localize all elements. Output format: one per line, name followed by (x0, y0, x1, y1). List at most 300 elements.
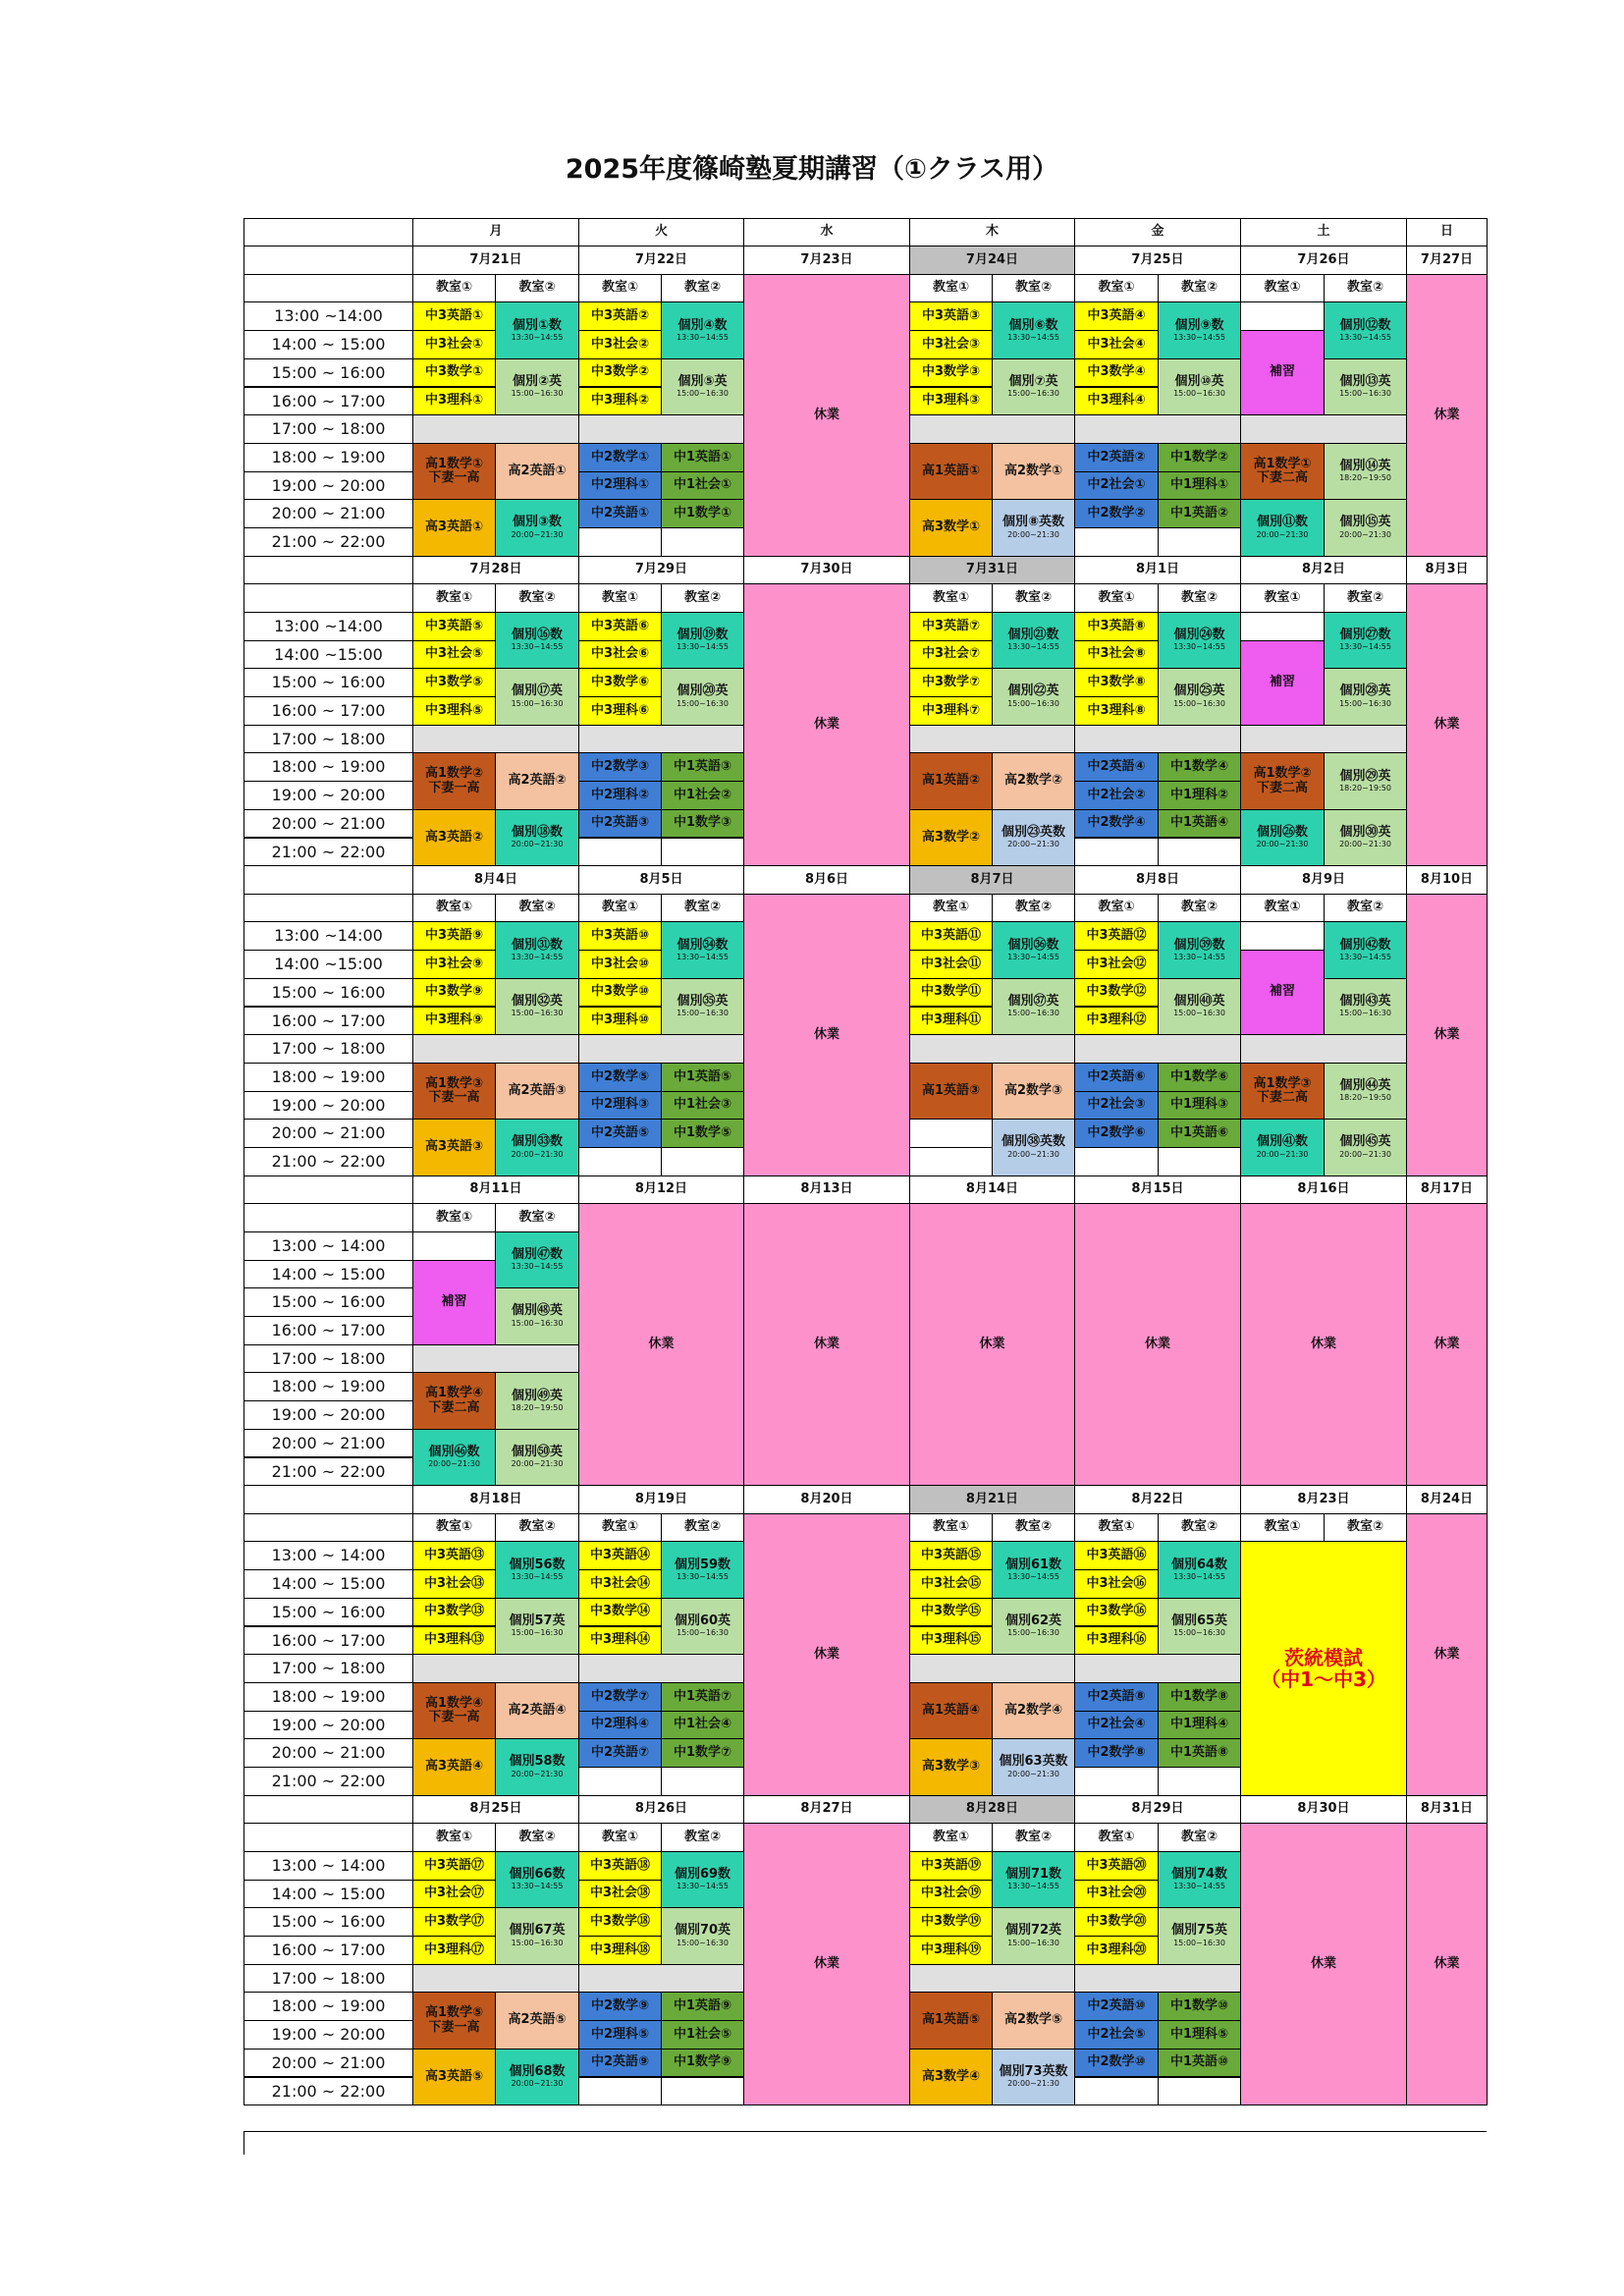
empty-cell (1074, 2077, 1159, 2106)
gray-row (1240, 414, 1407, 444)
room-row-blank (244, 1823, 413, 1852)
date-header: 8月18日 (412, 1485, 579, 1514)
time-slot: 18:00 ~ 19:00 (244, 1992, 413, 2021)
time-slot: 21:00 ~ 22:00 (244, 1767, 413, 1796)
kobetsu-cell: 個別㉟英 15:00~16:30 (661, 978, 744, 1035)
time-slot: 20:00 ~ 21:00 (244, 1738, 413, 1768)
date-header: 8月26日 (578, 1795, 744, 1825)
room-label: 教室② (495, 1823, 579, 1852)
time-slot: 19:00 ~ 20:00 (244, 471, 413, 501)
hs3-cell: 高3英語② (412, 809, 496, 866)
class-cell: 中3理科⑲ (909, 1936, 993, 1965)
empty-cell (1158, 1767, 1241, 1796)
class-cell: 中3理科⑥ (578, 696, 662, 726)
room-label: 教室② (1158, 894, 1241, 923)
class-cell: 中2英語② (1074, 443, 1159, 472)
class-cell: 中2理科⑤ (578, 2020, 662, 2050)
time-slot: 14:00 ~15:00 (244, 950, 413, 979)
class-cell: 中3数学⑤ (412, 668, 496, 697)
class-cell: 中2理科② (578, 781, 662, 810)
date-header: 7月26日 (1240, 246, 1407, 275)
time-slot: 15:00 ~ 16:00 (244, 1907, 413, 1937)
class-cell: 中3社会② (578, 330, 662, 359)
holiday-block: 休業 (1406, 1203, 1488, 1486)
room-label: 教室② (992, 1823, 1075, 1852)
room-label: 教室① (412, 1823, 496, 1852)
kobetsu-cell: 個別㉒英 15:00~16:30 (992, 668, 1075, 725)
class-cell: 中3英語⑪ (909, 921, 993, 951)
room-label: 教室② (1158, 583, 1241, 613)
room-label: 教室① (1240, 1513, 1325, 1543)
class-cell: 中3数学⑯ (1074, 1598, 1159, 1627)
class-cell: 中1社会⑤ (661, 2020, 744, 2050)
class-cell: 中3社会⑥ (578, 640, 662, 670)
room-label: 教室② (661, 274, 744, 303)
class-cell: 中1英語③ (661, 752, 744, 782)
class-cell: 中3理科② (578, 387, 662, 416)
time-slot: 13:00 ~14:00 (244, 612, 413, 641)
class-cell: 中3理科⑤ (412, 696, 496, 726)
class-cell: 中3英語⑥ (578, 612, 662, 641)
class-cell: 中1数学⑦ (661, 1738, 744, 1768)
date-header: 7月29日 (578, 556, 744, 585)
room-label: 教室② (661, 583, 744, 613)
kobetsu-cell: 個別⑪数 20:00~21:30 (1240, 499, 1325, 556)
hs1-cell: 高1数学③ 下妻一高 (412, 1063, 496, 1120)
time-slot: 20:00 ~ 21:00 (244, 2049, 413, 2078)
time-slot: 19:00 ~ 20:00 (244, 781, 413, 810)
kobetsu-cell: 個別㉞数 13:30~14:55 (661, 921, 744, 978)
room-label: 教室② (1324, 894, 1407, 923)
kobetsu-cell: 個別⑳英 15:00~16:30 (661, 668, 744, 725)
hs3-cell: 高3数学④ (909, 2049, 993, 2105)
kobetsu-cell: 個別65英 15:00~16:30 (1158, 1598, 1241, 1655)
empty-cell (1240, 301, 1325, 331)
kobetsu-cell: 個別①数 13:30~14:55 (495, 301, 579, 358)
date-header: 8月12日 (578, 1175, 744, 1205)
empty-cell (1074, 1767, 1159, 1796)
class-cell: 中3理科⑧ (1074, 696, 1159, 726)
gray-row (412, 725, 579, 754)
time-slot: 13:00 ~ 14:00 (244, 1851, 413, 1881)
class-cell: 中3数学⑨ (412, 978, 496, 1008)
class-cell: 中3理科⑰ (412, 1936, 496, 1965)
class-cell: 中3社会③ (909, 330, 993, 359)
class-cell: 中2数学⑨ (578, 1992, 662, 2021)
gray-row (578, 725, 744, 754)
holiday-block: 休業 (743, 274, 910, 557)
hs1-cell: 高1数学② 下妻二高 (1240, 752, 1325, 809)
class-cell: 中1英語⑩ (1158, 2049, 1241, 2078)
class-cell: 中3理科⑨ (412, 1007, 496, 1036)
gray-row (1074, 1654, 1241, 1683)
class-cell: 中2数学⑩ (1074, 2049, 1159, 2078)
class-cell: 中1数学⑨ (661, 2049, 744, 2078)
class-cell: 中2数学④ (1074, 809, 1159, 839)
gray-row (578, 1034, 744, 1064)
class-cell: 中3英語⑮ (909, 1541, 993, 1570)
kobetsu-cell: 個別㊳英数 20:00~21:30 (992, 1119, 1075, 1175)
hs3-cell: 高3数学① (909, 499, 993, 556)
room-label: 教室② (992, 583, 1075, 613)
kobetsu-cell: 個別64数 13:30~14:55 (1158, 1541, 1241, 1598)
hs3-cell: 高3数学③ (909, 1738, 993, 1795)
room-label: 教室① (1074, 583, 1159, 613)
class-cell: 中2数学⑥ (1074, 1119, 1159, 1148)
class-cell: 中3社会⑯ (1074, 1569, 1159, 1599)
kobetsu-cell: 個別61数 13:30~14:55 (992, 1541, 1075, 1598)
hs2-cell: 高2数学② (992, 752, 1075, 809)
date-header: 8月28日 (909, 1795, 1075, 1825)
class-cell: 中3英語⑧ (1074, 612, 1159, 641)
room-row-blank (244, 1203, 413, 1232)
gray-row (909, 725, 1075, 754)
gray-row (909, 1964, 1075, 1994)
kobetsu-cell: 個別⑯数 13:30~14:55 (495, 612, 579, 669)
hs2-cell: 高2英語⑤ (495, 1992, 579, 2049)
time-slot: 14:00 ~ 15:00 (244, 330, 413, 359)
kobetsu-cell: 個別㉘英 15:00~16:30 (1324, 668, 1407, 725)
class-cell: 中1英語⑦ (661, 1682, 744, 1712)
class-cell: 中3英語⑲ (909, 1851, 993, 1881)
hs1-cell: 高1数学③ 下妻二高 (1240, 1063, 1325, 1120)
time-slot: 14:00 ~ 15:00 (244, 1880, 413, 1909)
kobetsu-cell: 個別㉚英 20:00~21:30 (1324, 809, 1407, 866)
room-label: 教室① (578, 1823, 662, 1852)
room-label: 教室① (1074, 1513, 1159, 1543)
class-cell: 中3理科⑮ (909, 1626, 993, 1656)
time-slot: 20:00 ~ 21:00 (244, 499, 413, 528)
gray-row (1074, 414, 1241, 444)
room-label: 教室① (1240, 274, 1325, 303)
kobetsu-cell: 個別㊻数 20:00~21:30 (412, 1429, 496, 1486)
kobetsu-cell: 個別⑫数 13:30~14:55 (1324, 301, 1407, 358)
mock-exam-block: 茨統模試 （中1～中3） (1240, 1541, 1407, 1795)
holiday-block: 休業 (743, 583, 910, 866)
kobetsu-cell: 個別㉙英 18:20~19:50 (1324, 752, 1407, 809)
kobetsu-cell: 個別73英数 20:00~21:30 (992, 2049, 1075, 2105)
class-cell: 中1英語② (1158, 499, 1241, 528)
hs1-cell: 高1数学② 下妻一高 (412, 752, 496, 809)
weekday-5: 土 (1240, 218, 1407, 246)
empty-cell (1074, 527, 1159, 557)
date-header: 8月5日 (578, 865, 744, 895)
kobetsu-cell: 個別㊺英 20:00~21:30 (1324, 1119, 1407, 1175)
weekday-2: 水 (743, 218, 910, 246)
class-cell: 中1英語① (661, 443, 744, 472)
holiday-block: 休業 (909, 1203, 1075, 1486)
class-cell: 中3数学④ (1074, 358, 1159, 388)
date-row-blank (244, 1795, 413, 1825)
class-cell: 中3社会⑤ (412, 640, 496, 670)
class-cell: 中3英語⑩ (578, 921, 662, 951)
kobetsu-cell: 個別㉜英 15:00~16:30 (495, 978, 579, 1035)
hs2-cell: 高2数学⑤ (992, 1992, 1075, 2049)
class-cell: 中1数学③ (661, 809, 744, 839)
date-header: 8月25日 (412, 1795, 579, 1825)
time-slot: 19:00 ~ 20:00 (244, 1711, 413, 1740)
kobetsu-cell: 個別㊵英 15:00~16:30 (1158, 978, 1241, 1035)
class-cell: 中2英語⑦ (578, 1738, 662, 1768)
kobetsu-cell: 個別⑱数 20:00~21:30 (495, 809, 579, 866)
time-slot: 13:00 ~14:00 (244, 301, 413, 331)
class-cell: 中2英語① (578, 499, 662, 528)
time-slot: 16:00 ~ 17:00 (244, 1316, 413, 1345)
class-cell: 中3理科④ (1074, 387, 1159, 416)
holiday-block: 休業 (1074, 1203, 1241, 1486)
kobetsu-cell: 個別㊲英 15:00~16:30 (992, 978, 1075, 1035)
kobetsu-cell: 個別⑬英 15:00~16:30 (1324, 358, 1407, 415)
kobetsu-cell: 個別74数 13:30~14:55 (1158, 1851, 1241, 1908)
class-cell: 中3数学⑫ (1074, 978, 1159, 1008)
holiday-block: 休業 (578, 1203, 744, 1486)
time-slot: 14:00 ~ 15:00 (244, 1260, 413, 1289)
class-cell: 中1理科① (1158, 471, 1241, 501)
hosyu-cell: 補習 (412, 1260, 496, 1345)
empty-cell (909, 1119, 993, 1148)
room-row-blank (244, 894, 413, 923)
time-slot: 18:00 ~ 19:00 (244, 752, 413, 782)
gray-row (412, 1344, 579, 1374)
class-cell: 中2数学⑤ (578, 1063, 662, 1092)
hs1-cell: 高1英語③ (909, 1063, 993, 1120)
class-cell: 中1数学④ (1158, 752, 1241, 782)
date-header: 8月11日 (412, 1175, 579, 1205)
empty-cell (1158, 2077, 1241, 2106)
date-header: 8月7日 (909, 865, 1075, 895)
class-cell: 中2理科③ (578, 1091, 662, 1121)
class-cell: 中2英語⑥ (1074, 1063, 1159, 1092)
room-label: 教室① (909, 894, 993, 923)
holiday-block: 休業 (1406, 583, 1488, 866)
kobetsu-cell: 個別⑩英 15:00~16:30 (1158, 358, 1241, 415)
hs2-cell: 高2数学③ (992, 1063, 1075, 1120)
room-label: 教室① (578, 274, 662, 303)
gray-row (1240, 1034, 1407, 1064)
room-label: 教室① (412, 1513, 496, 1543)
class-cell: 中3理科⑩ (578, 1007, 662, 1036)
room-label: 教室② (1324, 583, 1407, 613)
class-cell: 中1英語⑨ (661, 1992, 744, 2021)
hosyu-cell: 補習 (1240, 640, 1325, 726)
date-header: 8月2日 (1240, 556, 1407, 585)
holiday-block: 休業 (743, 1513, 910, 1796)
date-header: 7月28日 (412, 556, 579, 585)
empty-cell (1158, 838, 1241, 867)
class-cell: 中3英語⑫ (1074, 921, 1159, 951)
weekday-4: 金 (1074, 218, 1241, 246)
date-row-blank (244, 865, 413, 895)
time-slot: 18:00 ~ 19:00 (244, 1372, 413, 1401)
holiday-block: 休業 (1406, 1513, 1488, 1796)
class-cell: 中3英語⑤ (412, 612, 496, 641)
class-cell: 中3英語⑬ (412, 1541, 496, 1570)
class-cell: 中3社会⑳ (1074, 1880, 1159, 1909)
class-cell: 中3社会⑫ (1074, 950, 1159, 979)
kobetsu-cell: 個別㉕英 15:00~16:30 (1158, 668, 1241, 725)
class-cell: 中3社会⑩ (578, 950, 662, 979)
hs1-cell: 高1数学① 下妻二高 (1240, 443, 1325, 500)
kobetsu-cell: 個別58数 20:00~21:30 (495, 1738, 579, 1795)
gray-row (412, 414, 579, 444)
room-label: 教室① (578, 1513, 662, 1543)
time-slot: 21:00 ~ 22:00 (244, 1457, 413, 1487)
kobetsu-cell: 個別㊼数 13:30~14:55 (495, 1231, 579, 1288)
hs1-cell: 高1数学① 下妻一高 (412, 443, 496, 500)
room-label: 教室① (909, 583, 993, 613)
class-cell: 中3数学⑦ (909, 668, 993, 697)
time-slot: 21:00 ~ 22:00 (244, 2077, 413, 2106)
weekday-header-blank (244, 218, 413, 246)
gray-row (578, 1654, 744, 1683)
class-cell: 中3英語⑱ (578, 1851, 662, 1881)
time-slot: 13:00 ~ 14:00 (244, 1231, 413, 1261)
holiday-block: 休業 (1240, 1823, 1407, 2105)
room-label: 教室① (1074, 894, 1159, 923)
time-slot: 20:00 ~ 21:00 (244, 1429, 413, 1458)
hs1-cell: 高1数学④ 下妻二高 (412, 1372, 496, 1429)
class-cell: 中3英語③ (909, 301, 993, 331)
class-cell: 中1数学⑧ (1158, 1682, 1241, 1712)
kobetsu-cell: 個別㉓英数 20:00~21:30 (992, 809, 1075, 866)
date-header: 8月4日 (412, 865, 579, 895)
room-label: 教室② (661, 894, 744, 923)
class-cell: 中3理科⑱ (578, 1936, 662, 1965)
date-row-blank (244, 556, 413, 585)
kobetsu-cell: 個別㊿英 20:00~21:30 (495, 1429, 579, 1486)
empty-cell (661, 1767, 744, 1796)
class-cell: 中2数学③ (578, 752, 662, 782)
gray-row (1074, 1034, 1241, 1064)
class-cell: 中3英語⑦ (909, 612, 993, 641)
class-cell: 中3数学⑮ (909, 1598, 993, 1627)
class-cell: 中3社会④ (1074, 330, 1159, 359)
class-cell: 中1社会② (661, 781, 744, 810)
room-label: 教室② (495, 894, 579, 923)
kobetsu-cell: 個別69数 13:30~14:55 (661, 1851, 744, 1908)
room-label: 教室① (909, 1513, 993, 1543)
time-slot: 18:00 ~ 19:00 (244, 1063, 413, 1092)
holiday-block: 休業 (1240, 1203, 1407, 1486)
room-label: 教室② (992, 274, 1075, 303)
weekday-3: 木 (909, 218, 1075, 246)
date-header: 7月25日 (1074, 246, 1241, 275)
class-cell: 中3理科⑪ (909, 1007, 993, 1036)
class-cell: 中3数学⑪ (909, 978, 993, 1008)
kobetsu-cell: 個別㊽英 15:00~16:30 (495, 1287, 579, 1344)
date-header: 8月27日 (743, 1795, 910, 1825)
class-cell: 中1数学② (1158, 443, 1241, 472)
room-label: 教室① (412, 583, 496, 613)
room-label: 教室② (1158, 1823, 1241, 1852)
time-slot: 17:00 ~ 18:00 (244, 1034, 413, 1064)
gray-row (578, 1964, 744, 1994)
room-label: 教室① (909, 1823, 993, 1852)
room-label: 教室① (1240, 894, 1325, 923)
date-header: 8月22日 (1074, 1485, 1241, 1514)
room-label: 教室① (909, 274, 993, 303)
class-cell: 中2社会③ (1074, 1091, 1159, 1121)
time-slot: 21:00 ~ 22:00 (244, 1147, 413, 1176)
kobetsu-cell: 個別⑤英 15:00~16:30 (661, 358, 744, 415)
time-slot: 16:00 ~ 17:00 (244, 1626, 413, 1656)
kobetsu-cell: 個別62英 15:00~16:30 (992, 1598, 1075, 1655)
kobetsu-cell: 個別68数 20:00~21:30 (495, 2049, 579, 2105)
class-cell: 中2英語⑧ (1074, 1682, 1159, 1712)
holiday-block: 休業 (1406, 894, 1488, 1176)
hs3-cell: 高3英語④ (412, 1738, 496, 1795)
holiday-block: 休業 (1406, 1823, 1488, 2105)
date-header: 8月29日 (1074, 1795, 1241, 1825)
room-label: 教室② (495, 1513, 579, 1543)
kobetsu-cell: 個別70英 15:00~16:30 (661, 1907, 744, 1964)
room-label: 教室② (1158, 274, 1241, 303)
class-cell: 中2社会⑤ (1074, 2020, 1159, 2050)
time-slot: 17:00 ~ 18:00 (244, 1344, 413, 1374)
class-cell: 中3数学⑰ (412, 1907, 496, 1937)
kobetsu-cell: 個別59数 13:30~14:55 (661, 1541, 744, 1598)
class-cell: 中3英語⑯ (1074, 1541, 1159, 1570)
class-cell: 中3理科⑳ (1074, 1936, 1159, 1965)
empty-cell (578, 2077, 662, 2106)
kobetsu-cell: 個別⑮英 20:00~21:30 (1324, 499, 1407, 556)
empty-cell (1158, 527, 1241, 557)
date-header: 8月20日 (743, 1485, 910, 1514)
class-cell: 中3英語⑳ (1074, 1851, 1159, 1881)
class-cell: 中1英語④ (1158, 809, 1241, 839)
kobetsu-cell: 個別⑨数 13:30~14:55 (1158, 301, 1241, 358)
kobetsu-cell: 個別㊷数 13:30~14:55 (1324, 921, 1407, 978)
time-slot: 17:00 ~ 18:00 (244, 725, 413, 754)
date-header: 8月21日 (909, 1485, 1075, 1514)
time-slot: 15:00 ~ 16:00 (244, 1598, 413, 1627)
class-cell: 中3数学② (578, 358, 662, 388)
weekday-0: 月 (412, 218, 579, 246)
date-row-blank (244, 1175, 413, 1205)
kobetsu-cell: 個別⑥数 13:30~14:55 (992, 301, 1075, 358)
kobetsu-cell: 個別③数 20:00~21:30 (495, 499, 579, 556)
class-cell: 中3数学⑩ (578, 978, 662, 1008)
time-slot: 20:00 ~ 21:00 (244, 1119, 413, 1148)
time-slot: 16:00 ~ 17:00 (244, 1007, 413, 1036)
hs1-cell: 高1英語① (909, 443, 993, 500)
empty-cell (578, 1147, 662, 1176)
empty-cell (1158, 1147, 1241, 1176)
time-slot: 16:00 ~ 17:00 (244, 696, 413, 726)
time-slot: 15:00 ~ 16:00 (244, 668, 413, 697)
empty-cell (578, 1767, 662, 1796)
time-slot: 18:00 ~ 19:00 (244, 443, 413, 472)
empty-cell (661, 1147, 744, 1176)
room-label: 教室② (495, 583, 579, 613)
hs2-cell: 高2英語② (495, 752, 579, 809)
class-cell: 中3社会⑪ (909, 950, 993, 979)
kobetsu-cell: 個別㉔数 13:30~14:55 (1158, 612, 1241, 669)
gray-row (909, 1654, 1075, 1683)
empty-cell (1240, 921, 1325, 951)
weekday-1: 火 (578, 218, 744, 246)
time-slot: 17:00 ~ 18:00 (244, 1964, 413, 1994)
kobetsu-cell: 個別60英 15:00~16:30 (661, 1598, 744, 1655)
class-cell: 中3理科⑫ (1074, 1007, 1159, 1036)
date-header: 8月3日 (1406, 556, 1488, 585)
hs2-cell: 高2英語④ (495, 1682, 579, 1739)
class-cell: 中1社会① (661, 471, 744, 501)
kobetsu-cell: 個別⑲数 13:30~14:55 (661, 612, 744, 669)
empty-cell (909, 1147, 993, 1176)
class-cell: 中3英語④ (1074, 301, 1159, 331)
gray-row (412, 1654, 579, 1683)
